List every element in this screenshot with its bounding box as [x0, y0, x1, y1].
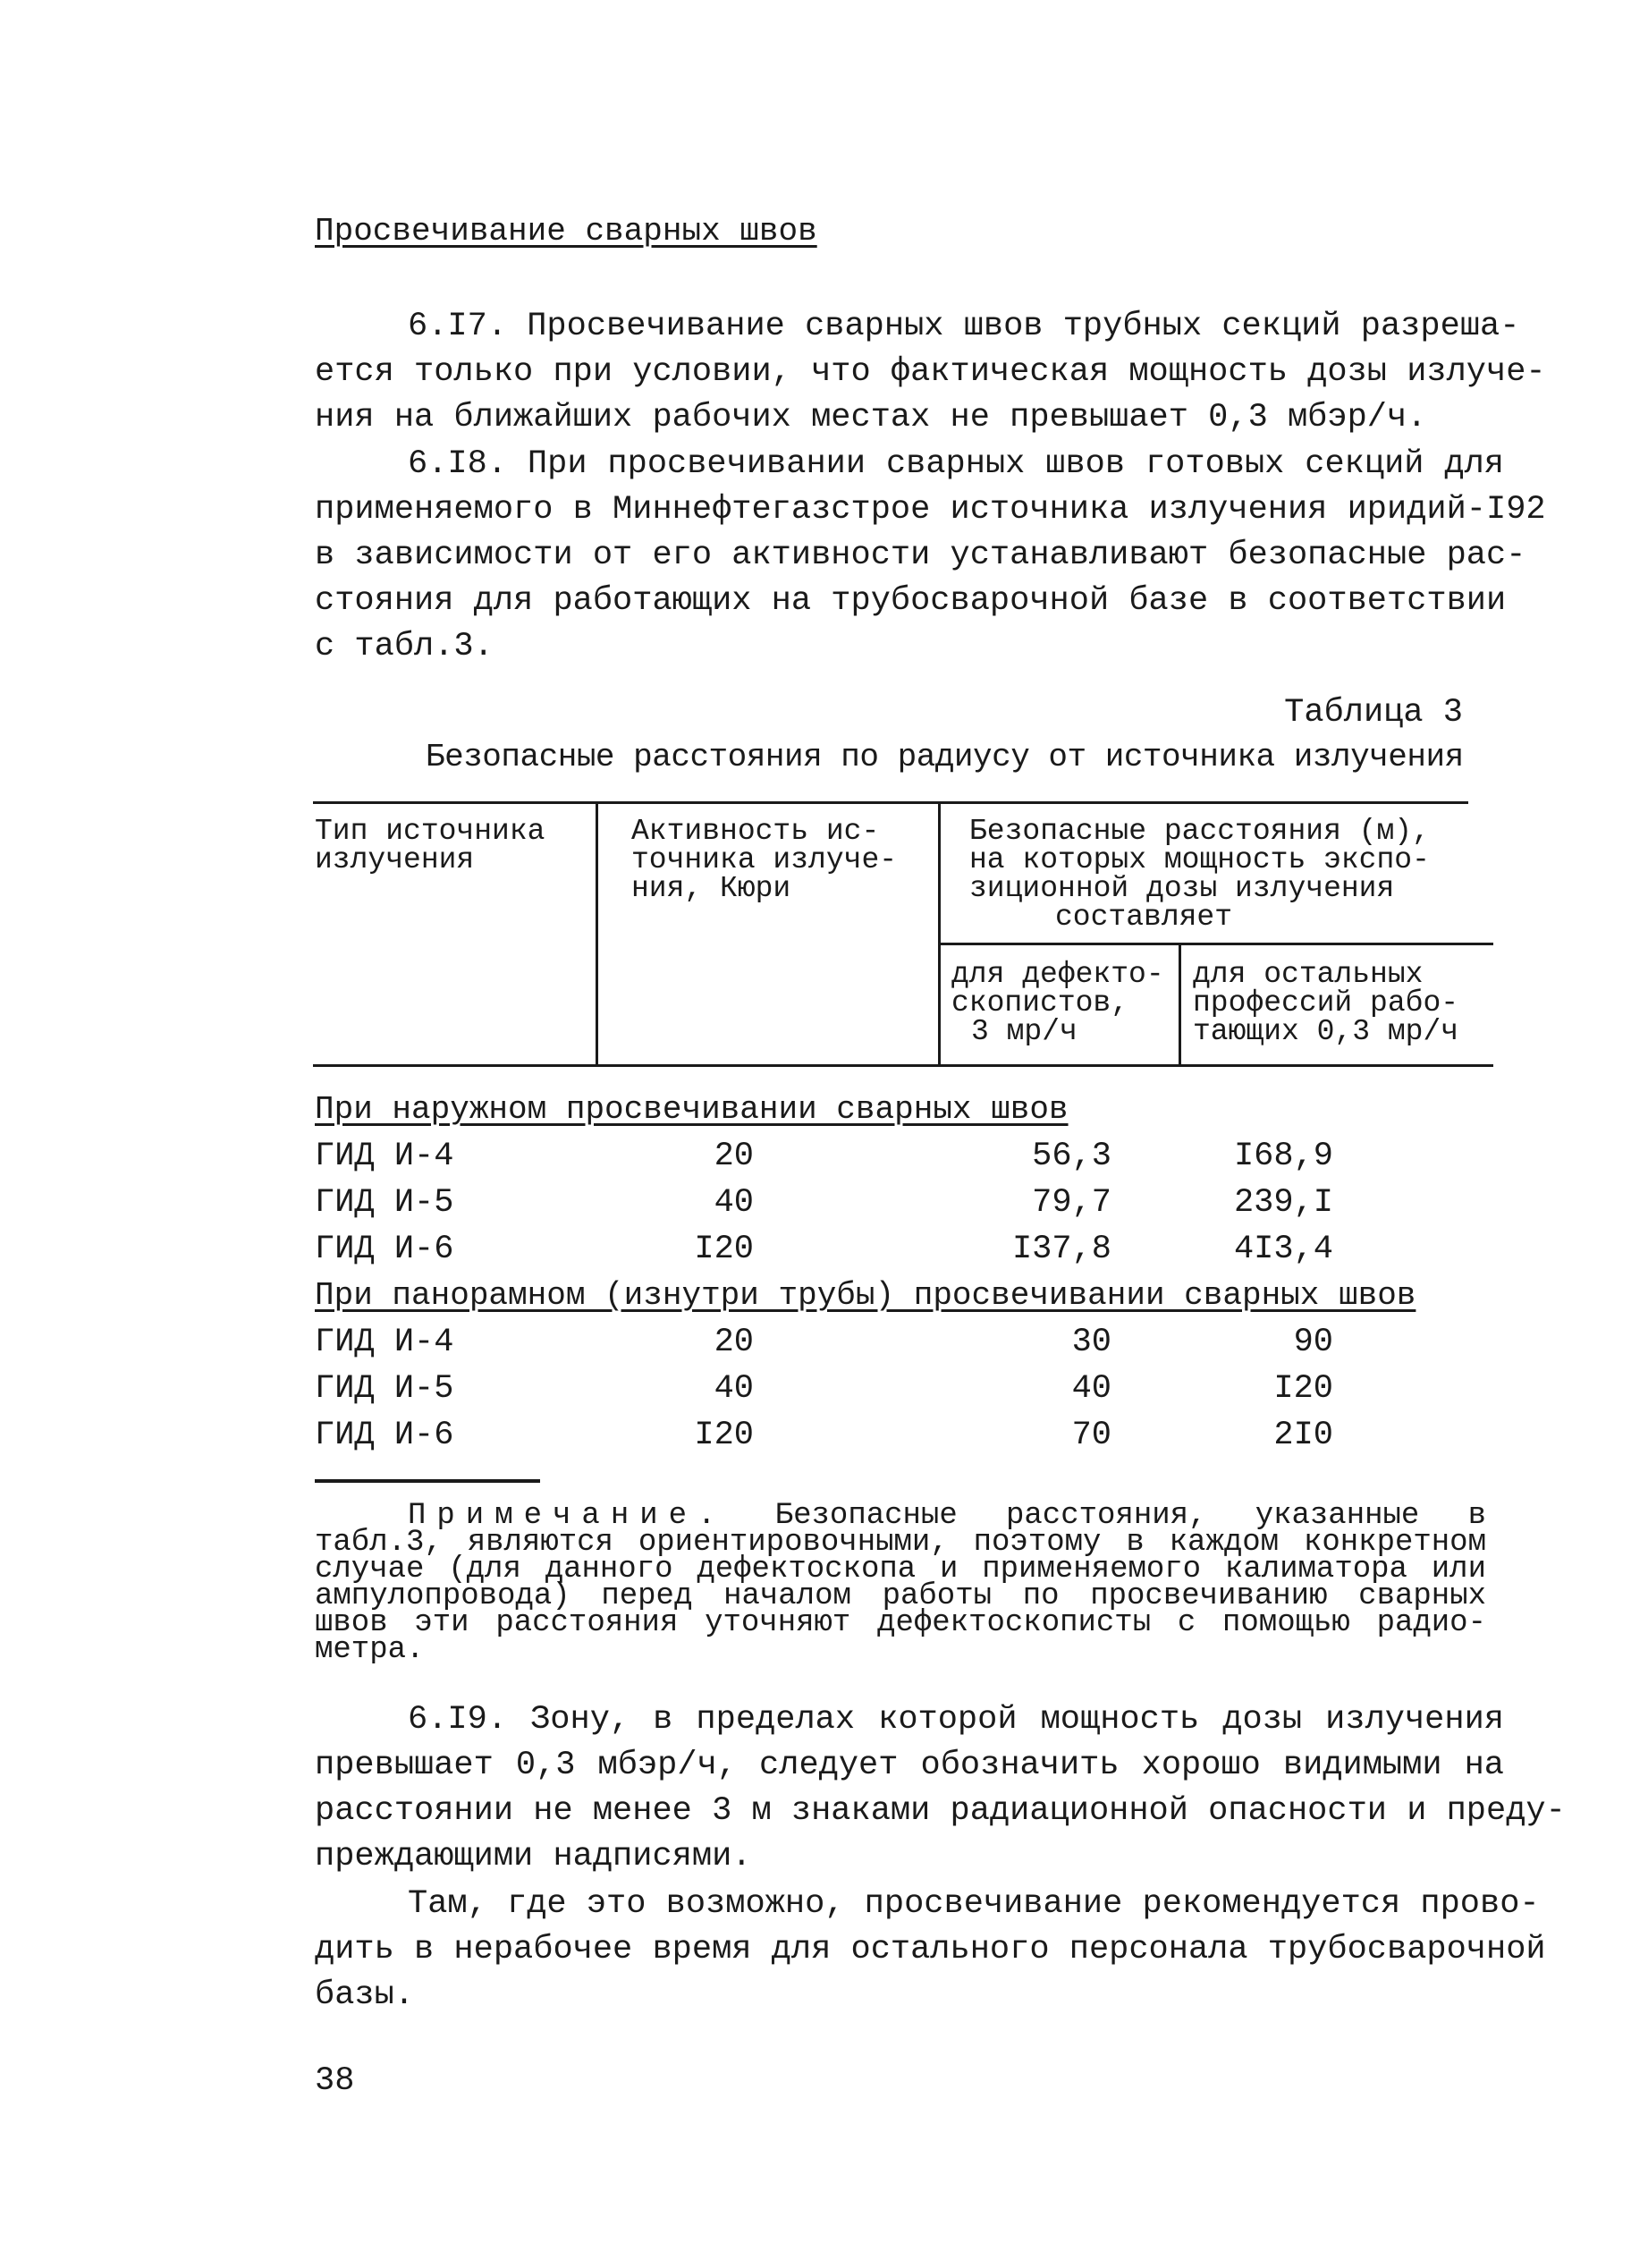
paragraph-6-19: [315, 1697, 1566, 1880]
table-row: [0, 1324, 1648, 1370]
cell-defect: 79,7: [1032, 1184, 1111, 1222]
table-note: [315, 1499, 1486, 1667]
table-caption: Таблица 3: [1284, 694, 1463, 732]
cell-type: ГИД И-5: [315, 1370, 454, 1408]
table-row: [0, 1184, 1648, 1231]
text-line: 6.I9. Зону, в пределах которой мощность дозы излучения: [408, 1701, 1504, 1739]
text-line: с табл.3.: [315, 628, 494, 665]
header-line: Безопасные расстояния (м),: [969, 815, 1430, 848]
cell-others: 4I3,4: [1233, 1231, 1333, 1268]
note-line: ампулопровода) перед началом работы по просвечиванию сварных: [315, 1579, 1486, 1613]
header-line: для дефекто-: [951, 958, 1164, 991]
cell-activity: 40: [714, 1370, 754, 1408]
cell-others: 2I0: [1273, 1417, 1333, 1454]
table-section-title: При панорамном (изнутри трубы) просвечивании сварных швов: [315, 1277, 1416, 1314]
section-heading: Просвечивание сварных швов: [315, 213, 817, 250]
text-line: 6.I8. При просвечивании сварных швов готовых секций для: [408, 445, 1504, 483]
cell-others: 239,I: [1233, 1184, 1333, 1222]
table-column-divider: [596, 803, 598, 1066]
header-line: Активность ис-: [631, 815, 880, 848]
text-line: превышает 0,3 мбэр/ч, следует обозначить хорошо видимыми на: [315, 1747, 1504, 1784]
table-column-divider: [1179, 944, 1181, 1066]
cell-activity: I20: [694, 1231, 754, 1268]
cell-type: ГИД И-4: [315, 1138, 454, 1175]
cell-defect: I37,8: [1011, 1231, 1111, 1268]
cell-type: ГИД И-6: [315, 1231, 454, 1268]
header-line: ния, Кюри: [631, 872, 791, 905]
cell-others: 90: [1293, 1324, 1333, 1361]
header-line: 3 мр/ч: [971, 1015, 1078, 1048]
text-line: дить в нерабочее время для остального персонала трубосварочной: [315, 1931, 1546, 1968]
header-line: скопистов,: [951, 986, 1129, 1020]
table-column-divider: [938, 803, 941, 1066]
text-line: преждающими надписями.: [315, 1838, 752, 1875]
cell-others: I68,9: [1233, 1138, 1333, 1175]
table-top-rule: [313, 801, 1468, 804]
header-line: на которых мощность экспо-: [969, 843, 1430, 876]
header-safe-distances: [969, 817, 1470, 932]
table-header-bottom-rule: [313, 1064, 1493, 1067]
header-activity: [631, 817, 897, 903]
text-line: базы.: [315, 1976, 415, 2014]
cell-type: ГИД И-4: [315, 1324, 454, 1361]
cell-defect: 70: [1071, 1417, 1111, 1454]
note-line: швов эти расстояния уточняют дефектоскописты с помощью радио-: [315, 1606, 1486, 1640]
table-row: [0, 1370, 1648, 1417]
paragraph-6-18: [315, 442, 1546, 670]
note-line: случае (для данного дефектоскопа и применяемого калиматора или: [315, 1553, 1486, 1587]
header-line: Тип источника: [315, 815, 545, 848]
cell-activity: 20: [714, 1324, 754, 1361]
header-source-type: [315, 817, 545, 875]
page-number: 38: [315, 2062, 355, 2100]
cell-defect: 56,3: [1032, 1138, 1111, 1175]
text-line: ния на ближайших рабочих местах не превышает 0,3 мбэр/ч.: [315, 399, 1427, 436]
text-line: в зависимости от его активности устанавливают безопасные рас-: [315, 537, 1526, 574]
header-line: тающих 0,3 мр/ч: [1193, 1015, 1459, 1048]
cell-defect: 40: [1071, 1370, 1111, 1408]
note-line: табл.3, являются ориентировочными, поэтому в каждом конкретном: [315, 1526, 1486, 1560]
paragraph-6-17: [315, 304, 1546, 441]
header-line: излучения: [315, 843, 475, 876]
header-line: профессий рабо-: [1193, 986, 1459, 1020]
cell-type: ГИД И-5: [315, 1184, 454, 1222]
cell-defect: 30: [1071, 1324, 1111, 1361]
header-line: составляет: [1055, 901, 1233, 934]
note-label: Примечание.: [408, 1499, 727, 1533]
cell-activity: 40: [714, 1184, 754, 1222]
header-line: зиционной дозы излучения: [969, 872, 1395, 905]
table-row: [0, 1138, 1648, 1184]
header-line: точника излуче-: [631, 843, 898, 876]
table-row: [0, 1417, 1648, 1463]
footnote-separator: [315, 1479, 540, 1483]
note-text: Безопасные расстояния, указанные в: [774, 1499, 1486, 1533]
header-line: для остальных: [1193, 958, 1424, 991]
table-title: Безопасные расстояния по радиусу от источника излучения: [426, 739, 1464, 775]
text-line: Там, где это возможно, просвечивание рекомендуется прово-: [408, 1885, 1540, 1923]
note-line: метра.: [315, 1633, 425, 1667]
cell-activity: I20: [694, 1417, 754, 1454]
cell-type: ГИД И-6: [315, 1417, 454, 1454]
paragraph-final: [315, 1882, 1546, 2018]
header-other-professions: [1193, 958, 1459, 1048]
text-line: стояния для работающих на трубосварочной базе в соответствии: [315, 582, 1507, 620]
table-row: [0, 1231, 1648, 1277]
cell-activity: 20: [714, 1138, 754, 1175]
table-section-title: При наружном просвечивании сварных швов: [315, 1091, 1069, 1128]
table-subheader-rule: [939, 943, 1493, 945]
text-line: ется только при условии, что фактическая мощность дозы излуче-: [315, 353, 1546, 391]
text-line: 6.I7. Просвечивание сварных швов трубных секций разреша-: [408, 308, 1520, 345]
cell-others: I20: [1273, 1370, 1333, 1408]
header-defectoscopists: [951, 958, 1164, 1048]
text-line: расстоянии не менее 3 м знаками радиационной опасности и преду-: [315, 1792, 1566, 1830]
text-line: применяемого в Миннефтегазстрое источника излучения иридий-I92: [315, 491, 1546, 529]
